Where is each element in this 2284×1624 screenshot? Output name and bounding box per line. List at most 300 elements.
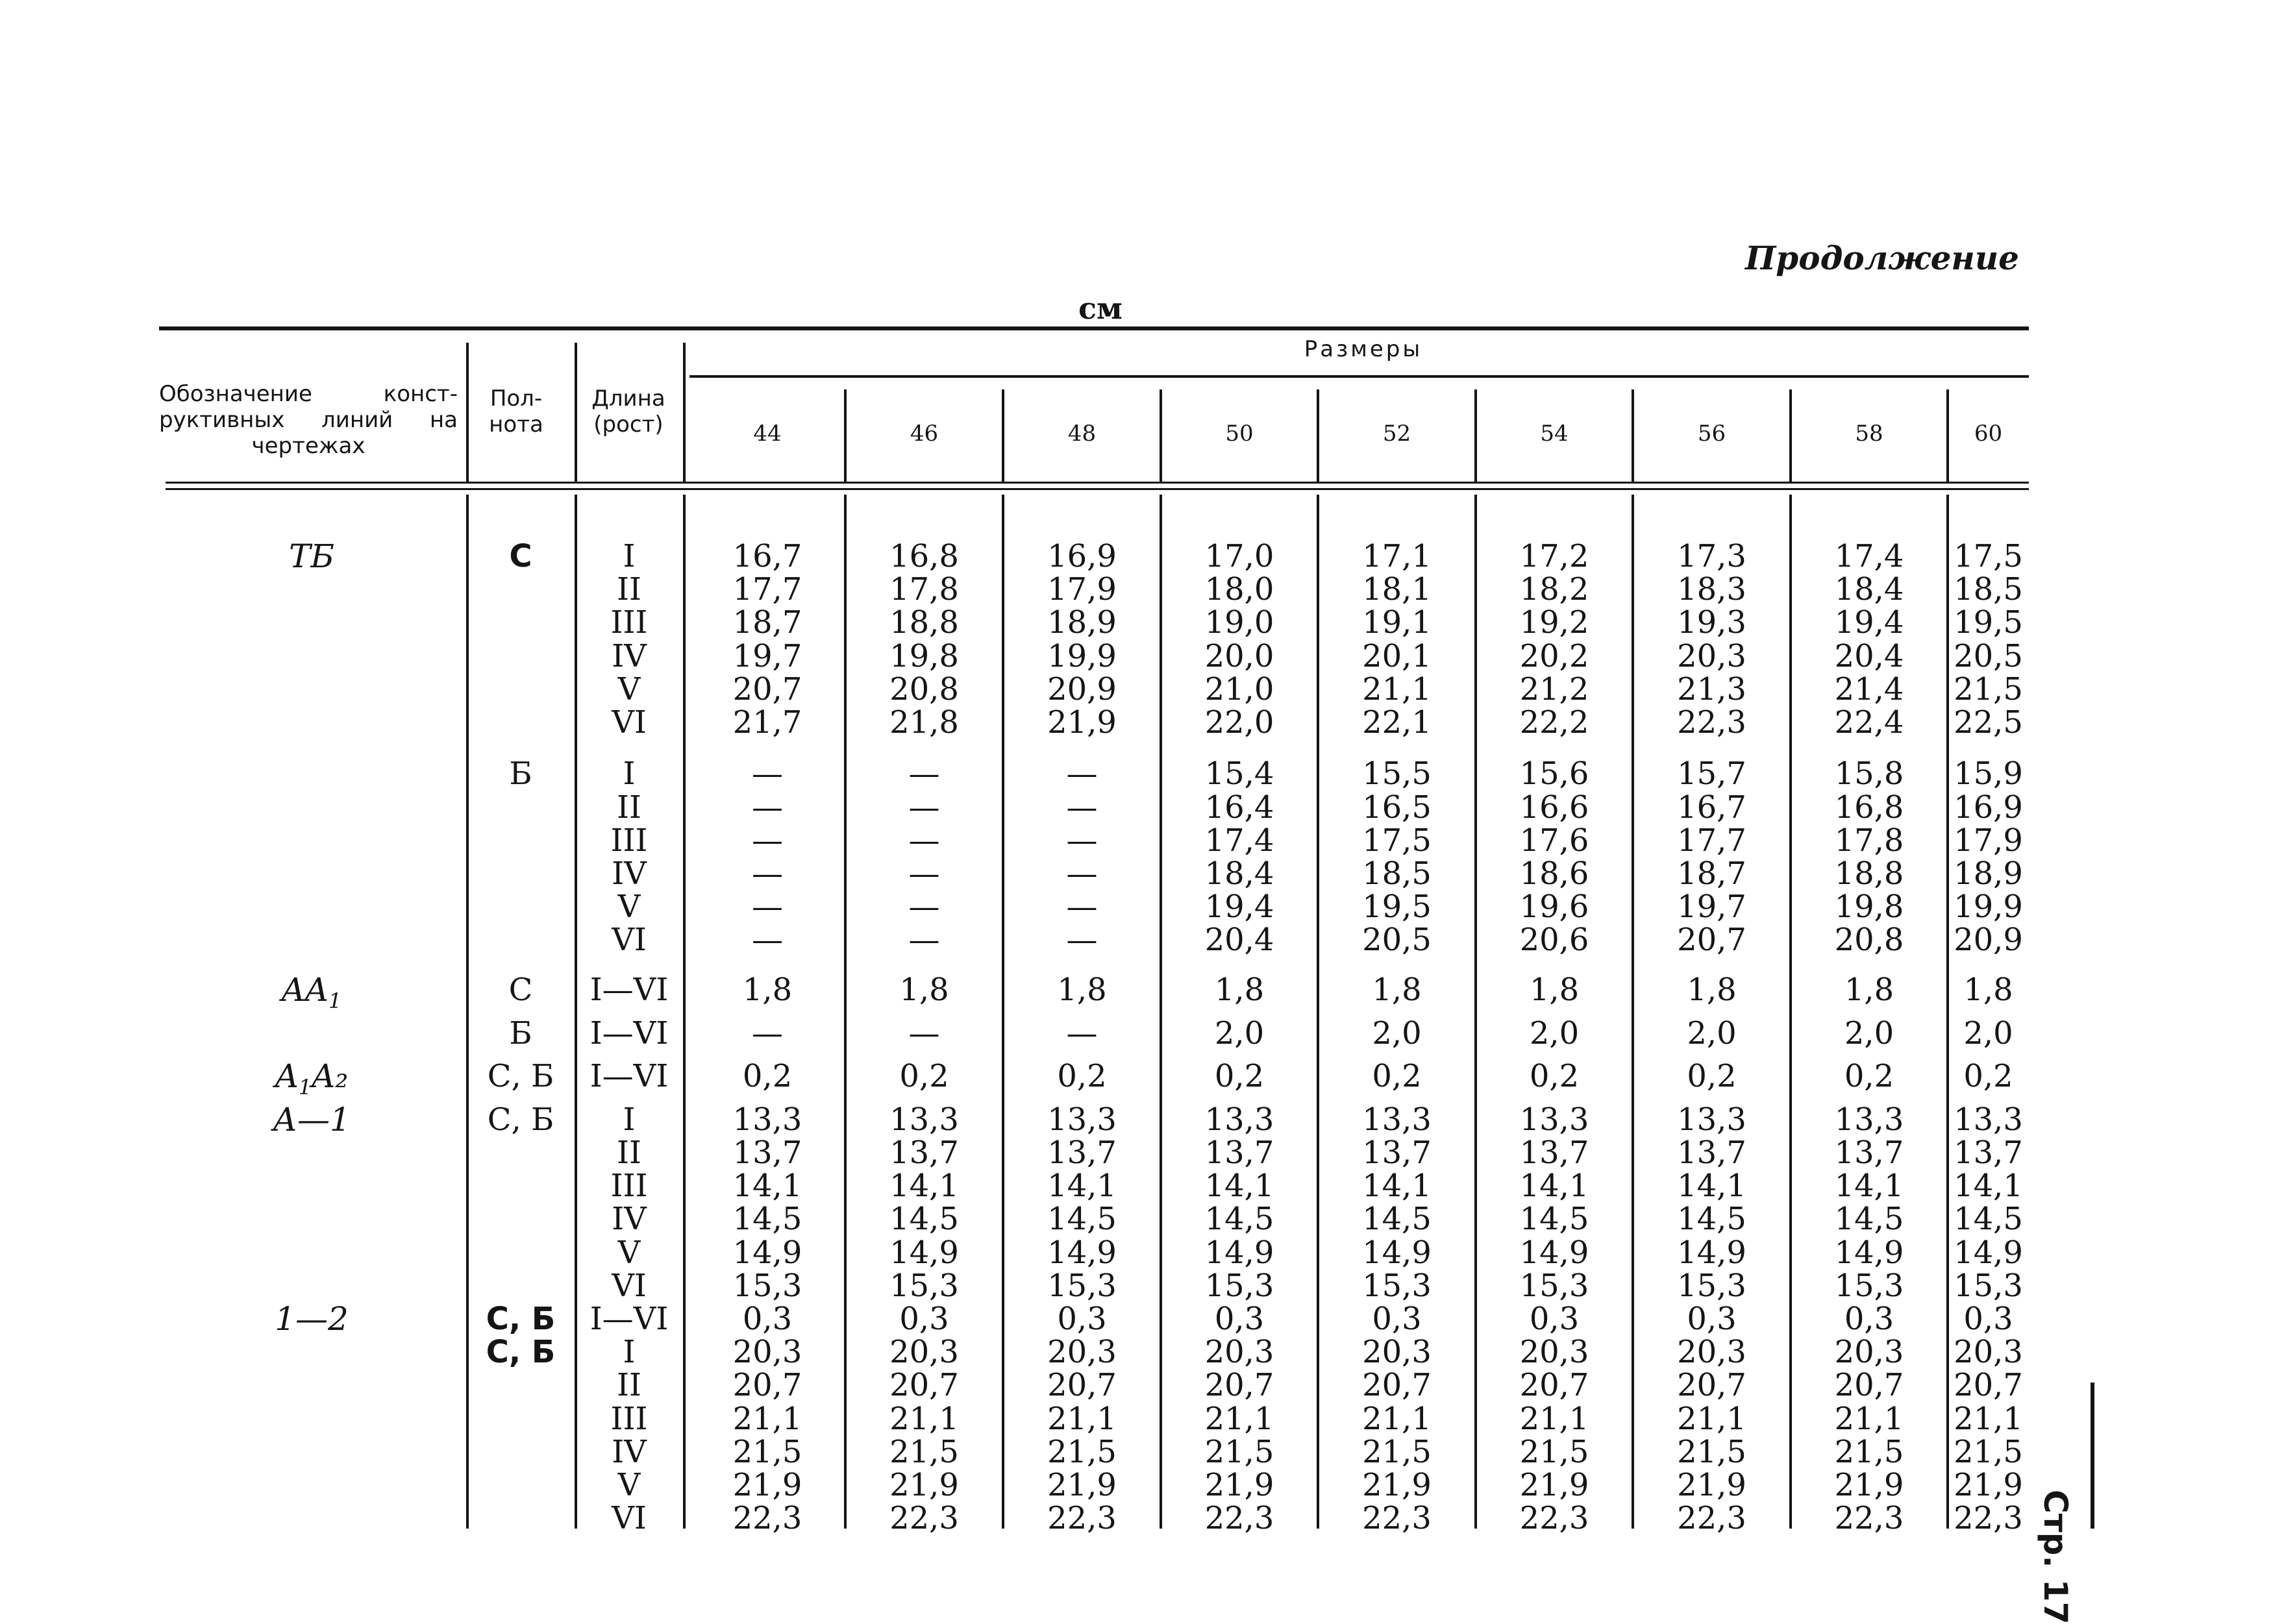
group-label [195, 537, 428, 575]
table-cell: 20,9 [1047, 671, 1117, 707]
table-cell: 20,3 [1677, 637, 1746, 674]
dlina-cell: IV [612, 1201, 647, 1238]
rule-polnota-body [466, 495, 469, 1529]
table-cell: 2,0 [1372, 1015, 1422, 1052]
table-cell: 22,3 [1954, 1500, 2023, 1537]
table-cell: 21,4 [1834, 671, 1904, 707]
dlina-cell: III [610, 604, 648, 641]
table-cell: 14,1 [1362, 1168, 1432, 1205]
table-cell: 22,3 [732, 1500, 802, 1537]
table-cell: 21,9 [732, 1467, 802, 1504]
table-cell: 2,0 [1214, 1015, 1265, 1052]
dlina-cell: I [623, 756, 636, 793]
table-cell: 21,9 [1677, 1467, 1746, 1504]
table-cell: 22,0 [1204, 704, 1274, 741]
table-cell: 19,7 [732, 637, 802, 674]
table-cell: 16,4 [1204, 789, 1274, 826]
table-cell: 21,5 [1519, 1433, 1589, 1470]
table-cell: 20,2 [1519, 637, 1589, 674]
header-dlina-text: Длина (рост) [591, 386, 665, 437]
group-label-tail: A₂ [312, 1057, 349, 1096]
table-cell: 0,3 [1963, 1301, 2013, 1338]
polnota-cell: С [509, 538, 532, 574]
table-cell: 20,3 [1519, 1334, 1589, 1371]
table-cell: 14,5 [1047, 1201, 1117, 1238]
table-cell: 22,3 [1047, 1500, 1117, 1537]
table-cell: 20,7 [889, 1367, 959, 1404]
table-cell: 21,9 [1047, 1467, 1117, 1504]
table-cell: 13,3 [1677, 1101, 1746, 1138]
size-header-58: 58 [1855, 421, 1883, 447]
table-cell: 21,1 [1834, 1400, 1904, 1437]
table-cell: 17,9 [1954, 822, 2023, 859]
group-label-text: A [275, 1057, 299, 1096]
table-cell: 1,8 [1057, 972, 1107, 1009]
table-cell: 17,6 [1519, 822, 1589, 859]
dlina-cell: IV [612, 1433, 647, 1470]
table-cell: — [1066, 756, 1098, 793]
table-cell: 13,3 [1362, 1101, 1432, 1138]
table-cell: 15,3 [889, 1267, 959, 1304]
table-cell: 0,2 [1057, 1058, 1107, 1095]
table-cell: 20,3 [1834, 1334, 1904, 1371]
table-cell: 18,6 [1519, 855, 1589, 892]
table-cell: 19,3 [1677, 604, 1746, 641]
table-cell: 0,3 [1844, 1301, 1894, 1338]
table-cell: 21,1 [1362, 1400, 1432, 1437]
table-cell: 20,3 [1047, 1334, 1117, 1371]
table-cell: 18,0 [1204, 571, 1274, 608]
table-cell: 0,2 [1529, 1058, 1580, 1095]
table-cell: 20,5 [1362, 922, 1432, 959]
table-cell: 0,2 [742, 1058, 793, 1095]
rule-size-head-1 [844, 389, 847, 482]
table-cell: 20,7 [1677, 1367, 1746, 1404]
table-cell: 21,1 [732, 1400, 802, 1437]
table-cell: 2,0 [1963, 1015, 2013, 1052]
page-number-bar [2091, 1383, 2094, 1529]
table-cell: 19,0 [1204, 604, 1274, 641]
table-cell: 1,8 [1214, 972, 1265, 1009]
table-cell: 14,1 [1047, 1168, 1117, 1205]
table-cell: 1,8 [1529, 972, 1580, 1009]
table-cell: 19,4 [1834, 604, 1904, 641]
table-cell: 21,9 [1834, 1467, 1904, 1504]
table-cell: 13,3 [732, 1101, 802, 1138]
table-cell: 13,3 [1954, 1101, 2023, 1138]
table-cell: 14,5 [889, 1201, 959, 1238]
table-cell: 15,8 [1834, 756, 1904, 793]
table-cell: 21,5 [1362, 1433, 1432, 1470]
table-cell: 19,9 [1047, 637, 1117, 674]
group-label-subscript: 1 [328, 989, 342, 1014]
rule-size-head-3 [1160, 389, 1162, 482]
table-cell: 16,7 [1677, 789, 1746, 826]
dlina-cell: II [617, 789, 641, 826]
table-cell: 21,9 [1362, 1467, 1432, 1504]
table-cell: 14,1 [1677, 1168, 1746, 1205]
table-cell: 14,5 [1519, 1201, 1589, 1238]
table-cell: 0,2 [1372, 1058, 1422, 1095]
table-cell: 14,5 [732, 1201, 802, 1238]
table-cell: 16,8 [1834, 789, 1904, 826]
table-cell: 15,3 [1204, 1267, 1274, 1304]
size-header-52: 52 [1382, 421, 1411, 447]
size-header-54: 54 [1540, 421, 1569, 447]
dlina-cell: III [610, 1400, 648, 1437]
table-cell: 14,1 [1834, 1168, 1904, 1205]
table-cell: — [1066, 1015, 1098, 1052]
dlina-cell: II [617, 1367, 641, 1404]
polnota-cell: Б [509, 1015, 532, 1052]
table-cell: 19,7 [1677, 889, 1746, 926]
table-cell: 13,7 [1362, 1135, 1432, 1172]
dlina-cell: I—VI [590, 1015, 669, 1052]
table-cell: 18,4 [1834, 571, 1904, 608]
table-cell: 18,7 [1677, 855, 1746, 892]
table-cell: 19,9 [1954, 889, 2023, 926]
table-cell: 21,0 [1204, 671, 1274, 707]
table-cell: 17,2 [1519, 538, 1589, 574]
table-cell: — [908, 922, 940, 959]
size-header-56: 56 [1697, 421, 1726, 447]
table-cell: 20,5 [1954, 637, 2023, 674]
table-cell: 13,7 [1519, 1135, 1589, 1172]
table-cell: 2,0 [1844, 1015, 1894, 1052]
table-cell: 18,9 [1047, 604, 1117, 641]
table-cell: 18,8 [1834, 855, 1904, 892]
table-cell: 18,1 [1362, 571, 1432, 608]
table-cell: 22,3 [1204, 1500, 1274, 1537]
dlina-cell: VI [612, 1267, 647, 1304]
table-cell: 0,2 [1687, 1058, 1737, 1095]
unit-label: см [1078, 291, 1123, 326]
table-cell: 18,8 [889, 604, 959, 641]
table-cell: 22,3 [889, 1500, 959, 1537]
table-cell: 21,9 [1519, 1467, 1589, 1504]
table-cell: 0,3 [1214, 1301, 1265, 1338]
table-cell: 20,3 [1677, 1334, 1746, 1371]
table-cell: 15,3 [1362, 1267, 1432, 1304]
table-cell: 20,7 [732, 1367, 802, 1404]
table-cell: 22,1 [1362, 704, 1432, 741]
table-cell: 19,8 [889, 637, 959, 674]
table-cell: 17,7 [732, 571, 802, 608]
table-cell: 17,3 [1677, 538, 1746, 574]
table-cell: 21,1 [889, 1400, 959, 1437]
table-cell: 21,1 [1047, 1400, 1117, 1437]
table-cell: 21,3 [1677, 671, 1746, 707]
table-cell: 0,3 [1057, 1301, 1107, 1338]
size-header-48: 48 [1067, 421, 1097, 447]
table-cell: 20,8 [1834, 922, 1904, 959]
table-cell: 13,3 [1204, 1101, 1274, 1138]
dlina-cell: I [623, 538, 636, 574]
table-cell: 20,3 [1204, 1334, 1274, 1371]
rule-polnota-head [466, 343, 469, 482]
table-cell: 21,5 [732, 1433, 802, 1470]
table-cell: — [908, 1015, 940, 1052]
table-cell: 20,7 [732, 671, 802, 707]
table-cell: 15,4 [1204, 756, 1274, 793]
table-cell: 17,5 [1362, 822, 1432, 859]
table-cell: 14,9 [1519, 1234, 1589, 1271]
table-cell: 0,2 [1214, 1058, 1265, 1095]
header-sizes-title: Размеры [1304, 336, 1423, 362]
table-cell: 17,8 [1834, 822, 1904, 859]
table-cell: 21,8 [889, 704, 959, 741]
rule-size-head-7 [1789, 389, 1792, 482]
table-cell: 15,9 [1954, 756, 2023, 793]
dlina-cell: VI [612, 1500, 647, 1537]
table-cell: 14,9 [1047, 1234, 1117, 1271]
table-cell: — [1066, 789, 1098, 826]
table-cell: 19,8 [1834, 889, 1904, 926]
table-cell: 14,1 [1954, 1168, 2023, 1205]
table-cell: 17,8 [889, 571, 959, 608]
group-label [195, 1057, 428, 1104]
table-cell: 22,5 [1954, 704, 2023, 741]
header-polnota-text: Пол-нота [489, 386, 543, 437]
header-polnota [477, 386, 555, 437]
polnota-cell: С [508, 972, 533, 1009]
table-cell: 21,7 [732, 704, 802, 741]
table-cell: 16,7 [732, 538, 802, 574]
table-cell: 17,7 [1677, 822, 1746, 859]
table-cell: 21,9 [1204, 1467, 1274, 1504]
table-cell: 20,0 [1204, 637, 1274, 674]
table-cell: 0,3 [899, 1301, 949, 1338]
table-cell: 15,3 [732, 1267, 802, 1304]
table-cell: 13,7 [732, 1135, 802, 1172]
table-cell: 19,5 [1954, 604, 2023, 641]
table-cell: 17,0 [1204, 538, 1274, 574]
group-label-text: ТБ [288, 537, 335, 575]
table-cell: 20,3 [889, 1334, 959, 1371]
table-cell: — [908, 789, 940, 826]
table-cell: 16,6 [1519, 789, 1589, 826]
table-cell: 21,9 [1954, 1467, 2023, 1504]
dlina-cell: VI [612, 704, 647, 741]
dlina-cell: II [617, 1135, 641, 1172]
rule-dlina-head [575, 343, 577, 482]
dlina-cell: V [617, 671, 641, 707]
group-label [195, 1300, 428, 1338]
table-cell: 13,3 [889, 1101, 959, 1138]
table-cell: 18,3 [1677, 571, 1746, 608]
dlina-cell: IV [612, 855, 647, 892]
table-cell: — [1066, 889, 1098, 926]
table-cell: 18,5 [1362, 855, 1432, 892]
table-cell: 22,3 [1834, 1500, 1904, 1537]
group-label-text: AA [281, 971, 329, 1009]
table-cell: 22,3 [1677, 704, 1746, 741]
rule-size-head-6 [1632, 389, 1634, 482]
table-cell: 0,2 [899, 1058, 949, 1095]
table-cell: 15,3 [1677, 1267, 1746, 1304]
table-cell: — [908, 889, 940, 926]
group-label [195, 1100, 428, 1138]
group-label-subscript: 1 [298, 1075, 312, 1100]
group-label-text: А—1 [273, 1100, 351, 1138]
polnota-cell: Б [509, 756, 532, 793]
table-cell: 18,7 [732, 604, 802, 641]
table-cell: 13,3 [1834, 1101, 1904, 1138]
rule-size-head-8 [1946, 389, 1949, 482]
table-cell: 21,5 [889, 1433, 959, 1470]
table-cell: 13,7 [1047, 1135, 1117, 1172]
rule-size-head-5 [1474, 389, 1477, 482]
table-cell: 14,1 [1204, 1168, 1274, 1205]
group-label-text: 1—2 [275, 1300, 349, 1338]
table-cell: 20,7 [1677, 922, 1746, 959]
polnota-cell: С, Б [486, 1301, 556, 1338]
table-cell: 21,1 [1677, 1400, 1746, 1437]
rule-sizes-body [683, 495, 686, 1529]
page-number: Стр. 17 [2037, 1490, 2074, 1624]
table-cell: 20,7 [1204, 1367, 1274, 1404]
table-cell: 18,4 [1204, 855, 1274, 892]
table-cell: 15,3 [1834, 1267, 1904, 1304]
continuation-label: Продолжение [1745, 239, 2019, 277]
table-cell: 21,1 [1519, 1400, 1589, 1437]
header-bottom-rule-2 [166, 488, 2029, 490]
size-header-50: 50 [1225, 421, 1254, 447]
table-cell: 0,3 [1372, 1301, 1422, 1338]
table-cell: 0,3 [742, 1301, 793, 1338]
table-cell: — [752, 756, 783, 793]
dlina-cell: I—VI [590, 1301, 669, 1338]
table-cell: 14,1 [1519, 1168, 1589, 1205]
header-dlina [580, 386, 677, 437]
dlina-cell: V [617, 889, 641, 926]
table-cell: 14,1 [889, 1168, 959, 1205]
dlina-cell: VI [612, 922, 647, 959]
table-cell: — [908, 822, 940, 859]
table-cell: 15,7 [1677, 756, 1746, 793]
table-cell: 13,7 [1954, 1135, 2023, 1172]
header-designation-text: Обозначение конст-руктивных линий на чертежах [159, 381, 458, 459]
table-cell: 15,3 [1047, 1267, 1117, 1304]
polnota-cell: С, Б [487, 1101, 554, 1138]
table-cell: 20,4 [1204, 922, 1274, 959]
rule-sizes-head [683, 343, 686, 482]
table-cell: 21,5 [1954, 671, 2023, 707]
table-cell: 20,9 [1954, 922, 2023, 959]
table-cell: 13,7 [889, 1135, 959, 1172]
table-cell: 21,1 [1954, 1400, 2023, 1437]
table-cell: 13,7 [1677, 1135, 1746, 1172]
table-cell: 2,0 [1687, 1015, 1737, 1052]
dlina-cell: V [617, 1234, 641, 1271]
table-cell: 15,3 [1954, 1267, 2023, 1304]
table-cell: 16,9 [1954, 789, 2023, 826]
table-cell: 17,4 [1834, 538, 1904, 574]
table-cell: 22,2 [1519, 704, 1589, 741]
table-cell: 18,2 [1519, 571, 1589, 608]
rule-size-head-4 [1317, 389, 1319, 482]
header-bottom-rule-1 [166, 482, 2029, 484]
table-cell: 21,5 [1954, 1433, 2023, 1470]
dlina-cell: V [617, 1467, 641, 1504]
size-header-60: 60 [1974, 421, 2003, 447]
table-cell: 22,4 [1834, 704, 1904, 741]
table-cell: 0,3 [1529, 1301, 1580, 1338]
dlina-cell: IV [612, 637, 647, 674]
table-cell: 0,3 [1687, 1301, 1737, 1338]
table-cell: 14,5 [1834, 1201, 1904, 1238]
table-cell: 14,5 [1677, 1201, 1746, 1238]
table-cell: 1,8 [1372, 972, 1422, 1009]
table-cell: 14,5 [1204, 1201, 1274, 1238]
dlina-cell: I [623, 1101, 636, 1138]
table-cell: 14,5 [1954, 1201, 2023, 1238]
table-cell: 0,2 [1963, 1058, 2013, 1095]
table-top-rule [159, 326, 2029, 330]
group-label [195, 971, 428, 1018]
table-cell: 19,1 [1362, 604, 1432, 641]
table-cell: 20,3 [1362, 1334, 1432, 1371]
dlina-cell: I—VI [590, 1058, 669, 1095]
polnota-cell: С, Б [487, 1058, 554, 1095]
table-cell: 22,3 [1677, 1500, 1746, 1537]
table-cell: — [752, 1015, 783, 1052]
table-cell: 18,5 [1954, 571, 2023, 608]
table-cell: 1,8 [899, 972, 949, 1009]
table-cell: 21,5 [1047, 1433, 1117, 1470]
table-cell: — [752, 789, 783, 826]
table-cell: 14,9 [1954, 1234, 2023, 1271]
table-cell: 14,5 [1362, 1201, 1432, 1238]
table-cell: 21,5 [1204, 1433, 1274, 1470]
table-cell: 20,7 [1519, 1367, 1589, 1404]
table-cell: 19,6 [1519, 889, 1589, 926]
table-cell: 21,5 [1834, 1433, 1904, 1470]
table-cell: 22,3 [1519, 1500, 1589, 1537]
table-cell: — [1066, 855, 1098, 892]
polnota-cell: С, Б [486, 1334, 556, 1371]
table-cell: 21,5 [1677, 1433, 1746, 1470]
table-cell: 22,3 [1362, 1500, 1432, 1537]
table-cell: 21,1 [1362, 671, 1432, 707]
table-cell: 17,1 [1362, 538, 1432, 574]
table-cell: 15,6 [1519, 756, 1589, 793]
table-cell: 1,8 [742, 972, 793, 1009]
table-cell: 21,9 [889, 1467, 959, 1504]
table-cell: 14,1 [732, 1168, 802, 1205]
table-cell: 14,9 [1362, 1234, 1432, 1271]
table-cell: 20,8 [889, 671, 959, 707]
table-cell: 2,0 [1529, 1015, 1580, 1052]
table-cell: 14,9 [889, 1234, 959, 1271]
dlina-cell: III [610, 822, 648, 859]
sizes-title-rule [689, 375, 2029, 378]
table-cell: — [908, 855, 940, 892]
table-cell: 14,9 [1677, 1234, 1746, 1271]
rule-size-head-2 [1002, 389, 1004, 482]
dlina-cell: I [623, 1334, 636, 1371]
dlina-cell: I—VI [590, 972, 669, 1009]
table-cell: — [752, 855, 783, 892]
size-header-44: 44 [753, 421, 782, 447]
table-cell: 13,3 [1047, 1101, 1117, 1138]
table-cell: 0,2 [1844, 1058, 1894, 1095]
table-cell: 19,2 [1519, 604, 1589, 641]
table-cell: 20,7 [1047, 1367, 1117, 1404]
table-cell: 1,8 [1963, 972, 2013, 1009]
table-cell: — [752, 922, 783, 959]
table-cell: 14,9 [1834, 1234, 1904, 1271]
